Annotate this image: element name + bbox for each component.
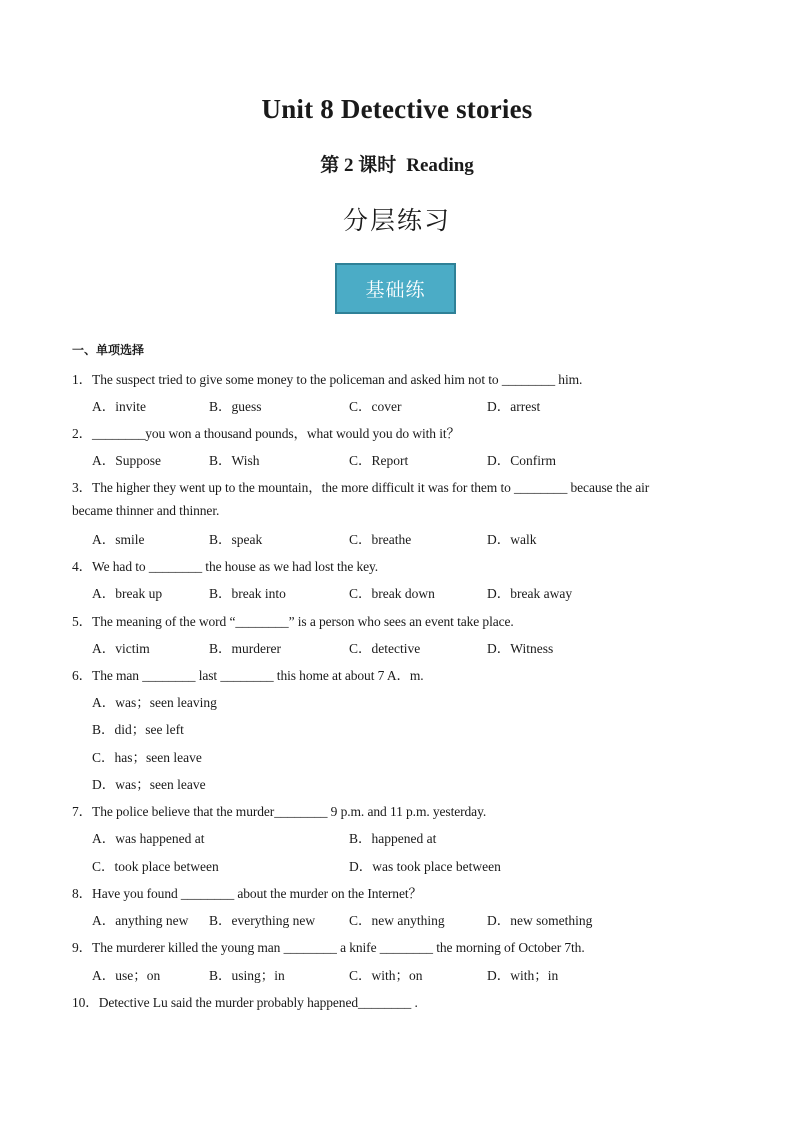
question-stem: 5．The meaning of the word “________” is a person who sees an event take place. [72, 614, 514, 629]
answer-option[interactable]: B．using；in [209, 968, 285, 983]
answer-option[interactable]: D．new something [487, 913, 593, 928]
question-stem: 1．The suspect tried to give some money to the policeman and asked him not to ________ him. [72, 372, 583, 387]
lesson-subtitle [0, 150, 794, 177]
answer-option[interactable]: B．murderer [209, 641, 281, 656]
answer-option[interactable]: D．was took place between [349, 859, 501, 874]
answer-option[interactable]: B．Wish [209, 453, 260, 468]
question-stem: 2．________you won a thousand pounds，what would you do with it？ [72, 426, 460, 441]
answer-option[interactable]: B．happened at [349, 831, 437, 846]
answer-option[interactable]: D．walk [487, 532, 537, 547]
section-heading: 一、单项选择 [72, 343, 145, 357]
answer-option[interactable]: A．break up [92, 586, 163, 601]
answer-option[interactable]: D．Witness [487, 641, 554, 656]
answer-option[interactable]: A．was happened at [92, 831, 205, 846]
answer-option[interactable]: A．use；on [92, 968, 161, 983]
answer-option[interactable]: B．speak [209, 532, 263, 547]
answer-option[interactable]: C．breathe [349, 532, 412, 547]
answer-option[interactable]: A．smile [92, 532, 145, 547]
answer-option[interactable]: D．break away [487, 586, 573, 601]
lesson-number: 第 2 课时 [320, 155, 397, 176]
answer-option[interactable]: A．anything new [92, 913, 189, 928]
answer-option[interactable]: C．cover [349, 399, 402, 414]
lesson-name: Reading [406, 155, 474, 176]
layered-practice-heading: 分层练习 [342, 206, 451, 235]
level-badge: 基础练 [335, 263, 456, 314]
question-stem: 6．The man ________ last ________ this home at about 7 A．m. [72, 668, 424, 683]
answer-option[interactable]: C．Report [349, 453, 409, 468]
answer-option[interactable]: C．detective [349, 641, 421, 656]
answer-option[interactable]: C．break down [349, 586, 435, 601]
question-stem: became thinner and thinner. [72, 503, 220, 518]
answer-option[interactable]: A．Suppose [92, 453, 162, 468]
answer-option[interactable]: A．victim [92, 641, 150, 656]
answer-option[interactable]: B．everything new [209, 913, 316, 928]
answer-option[interactable]: C．has；seen leave [92, 750, 202, 765]
question-stem: 3．The higher they went up to the mountain，the more difficult it was for them to ________ because the air [72, 480, 650, 495]
page-title: Unit 8 Detective stories [261, 94, 533, 124]
answer-option[interactable]: D．arrest [487, 399, 541, 414]
answer-option[interactable]: C．took place between [92, 859, 219, 874]
answer-option[interactable]: D．Confirm [487, 453, 556, 468]
answer-option[interactable]: A．invite [92, 399, 146, 414]
question-stem: 4．We had to ________ the house as we had lost the key. [72, 559, 379, 574]
question-stem: 8．Have you found ________ about the murder on the Internet？ [72, 886, 422, 901]
answer-option[interactable]: C．new anything [349, 913, 445, 928]
answer-option[interactable]: D．was；seen leave [92, 777, 206, 792]
answer-option[interactable]: D．with；in [487, 968, 559, 983]
answer-option[interactable]: B．guess [209, 399, 262, 414]
answer-option[interactable]: B．did；see left [92, 722, 184, 737]
question-stem: 10．Detective Lu said the murder probably happened________ . [72, 995, 418, 1010]
answer-option[interactable]: C．with；on [349, 968, 423, 983]
question-stem: 7．The police believe that the murder________ 9 p.m. and 11 p.m. yesterday. [72, 804, 487, 819]
question-stem: 9．The murderer killed the young man ________ a knife ________ the morning of October 7th. [72, 940, 585, 955]
answer-option[interactable]: B．break into [209, 586, 286, 601]
answer-option[interactable]: A．was；seen leaving [92, 695, 217, 710]
